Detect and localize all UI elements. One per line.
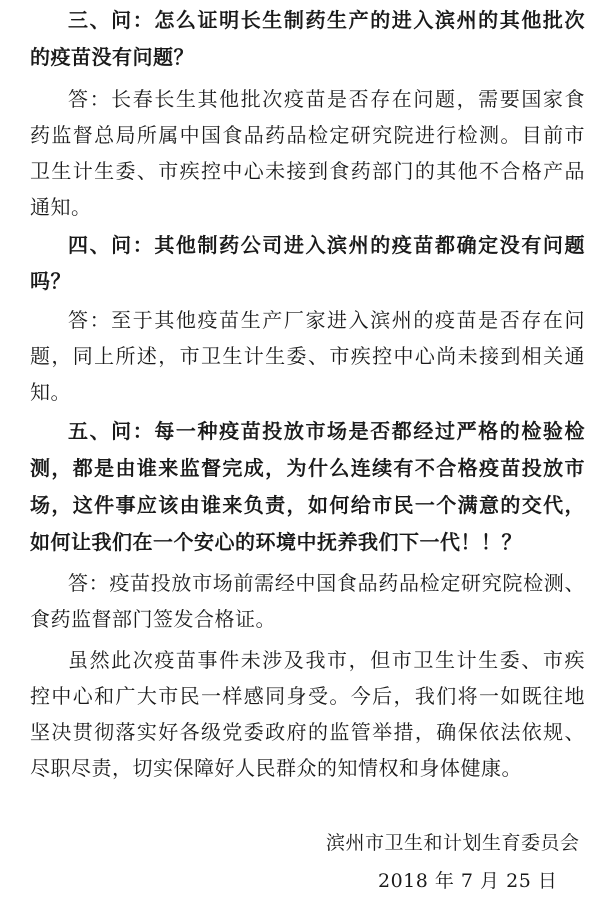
answer-5-line-2: 食药监督部门签发合格证。: [30, 607, 276, 631]
closing-line-3: 坚决贯彻落实好各级党委政府的监管举措，确保依法依规、: [30, 720, 585, 744]
answer-5-line-1: 答：疫苗投放市场前需经中国食品药品检定研究院检测、: [68, 571, 585, 595]
question-3-line-1: 三、问：怎么证明长生制药生产的进入滨州的其他批次: [68, 8, 585, 32]
question-3-line-2: 的疫苗没有问题？: [30, 45, 194, 69]
signature-organization: 滨州市卫生和计划生育委员会: [326, 832, 580, 854]
closing-line-1: 虽然此次疫苗事件未涉及我市，但市卫生计生委、市疾: [68, 648, 585, 672]
question-5-line-4: 如何让我们在一个安心的环境中抚养我们下一代！！？: [30, 530, 522, 554]
answer-3-line-1: 答：长春长生其他批次疫苗是否存在问题，需要国家食: [68, 87, 585, 111]
question-4-line-2: 吗？: [30, 269, 71, 293]
answer-3-line-2: 药监督总局所属中国食品药品检定研究院进行检测。目前市: [30, 123, 585, 147]
answer-3-line-4: 通知。: [30, 195, 92, 219]
answer-4-line-1: 答：至于其他疫苗生产厂家进入滨州的疫苗是否存在问: [68, 308, 585, 332]
answer-3-line-3: 卫生计生委、市疾控中心未接到食药部门的其他不合格产品: [30, 159, 585, 183]
question-4-line-1: 四、问：其他制药公司进入滨州的疫苗都确定没有问题: [68, 233, 585, 257]
question-5-line-1: 五、问：每一种疫苗投放市场是否都经过严格的检验检: [68, 419, 585, 443]
closing-line-2: 控中心和广大市民一样感同身受。今后，我们将一如既往地: [30, 684, 585, 708]
signature-date: 2018 年 7 月 25 日: [378, 870, 558, 892]
question-5-line-2: 测，都是由谁来监督完成，为什么连续有不合格疫苗投放市: [30, 456, 585, 480]
answer-4-line-3: 知。: [30, 380, 71, 404]
closing-line-4: 尽职尽责，切实保障好人民群众的知情权和身体健康。: [30, 756, 522, 780]
answer-4-line-2: 题，同上所述，市卫生计生委、市疾控中心尚未接到相关通: [30, 344, 585, 368]
question-5-line-3: 场，这件事应该由谁来负责，如何给市民一个满意的交代，: [30, 493, 585, 517]
